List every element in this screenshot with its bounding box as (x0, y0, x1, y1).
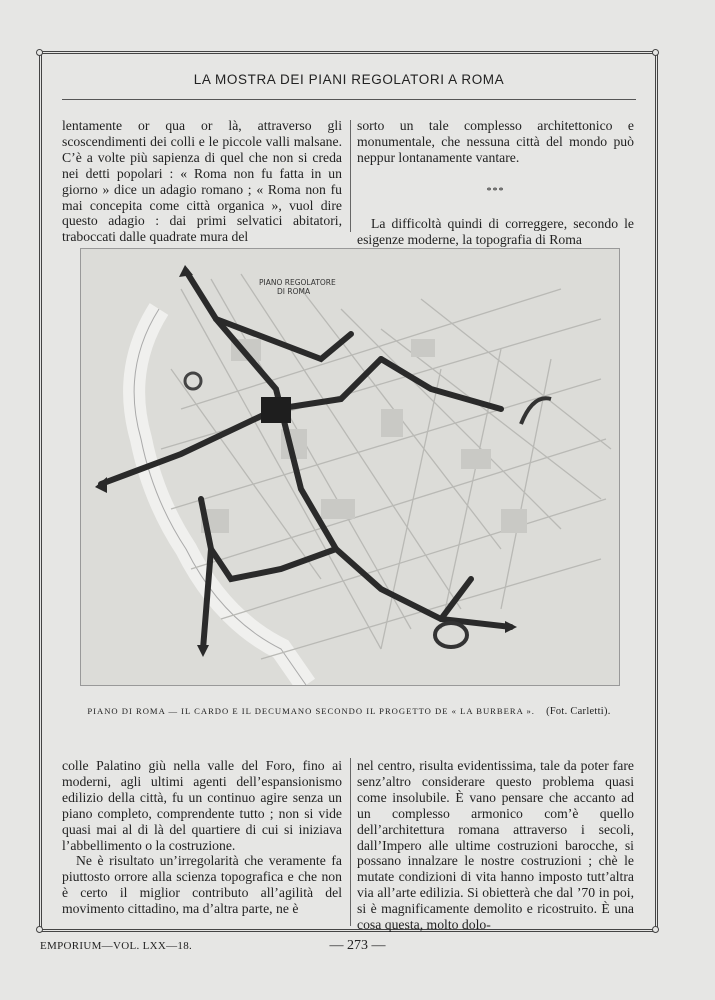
paragraph: colle Palatino giù nella valle del Foro, fino ai moderni, agli ultimi agenti dell’espansionismo edilizio della città, fu un continuo agire senza un piano completo, comprendente tutto ; non si vide quasi mai al di là del quartiere di cui si iniziava l’abbellimento o la costruzione. (62, 758, 342, 853)
bottom-right-column (357, 758, 634, 933)
header-rule (62, 99, 636, 100)
frame-corner-ornament (652, 49, 659, 56)
piazza-circle (185, 373, 201, 389)
frame-corner-ornament (36, 926, 43, 933)
frame-top-rule (42, 51, 656, 54)
map-title-line: DI ROMA (277, 287, 311, 296)
top-right-column (357, 118, 634, 247)
photo-credit: (Fot. Carletti). (546, 706, 611, 717)
journal-reference: EMPORIUM—VOL. LXX—18. (40, 940, 193, 952)
paragraph: lentamente or qua or là, attraverso gli scoscendimenti dei colli e le piccole valli malsane. C’è a volte più sapienza di quel che non si creda nei detti popolari : « Roma non fu fatta in un giorno » dice un adagio romano ; « Roma non fu mai concepita come città organica », vuol dire questo adagio : dai primi selvatici abitatori, traboccati dalle quadrate mura del (62, 118, 342, 245)
paragraph: nel centro, risulta evidentissima, tale da poter fare senz’altro considerare questo problema quasi come insolubile. È vano pensare che accanto ad un complesso armonico com’è quello dell’architettura romana attraverso i secoli, dall’Impero alle ultime costruzioni barocche, si possano innalzare le nostre costruzioni ; chè le mutate condizioni di vita hanno imposto tutt’altra via all’arte edilizia. Si obietterà che dal ’70 in poi, si è magnificamente demolito e ricostruito. È una cosa questa, molto dolo- (357, 758, 634, 933)
frame-corner-ornament (652, 926, 659, 933)
page-number: — 273 — (329, 938, 386, 953)
rome-plan-map (81, 249, 619, 685)
paragraph: sorto un tale complesso architettonico e monumentale, che nessuna città del mondo può neppur lontanamente vantare. (357, 118, 634, 165)
map-figure (80, 248, 620, 686)
running-title: LA MOSTRA DEI PIANI REGOLATORI A ROMA (193, 72, 505, 87)
building-blocks (201, 339, 527, 533)
map-title-line: PIANO REGOLATORE (259, 278, 336, 287)
paragraph: La difficoltà quindi di correggere, secondo le esigenze moderne, la topografia di Roma (357, 215, 634, 247)
frame-left-rule (39, 54, 42, 931)
frame-corner-ornament (36, 49, 43, 56)
paragraph: Ne è risultato un’irregolarità che veramente fa piuttosto orrore alla scienza topografica e che non è certo il miglior contributo all’agilità del movimento cittadino, ma d’altra parte, ne è (62, 853, 342, 917)
central-square (261, 397, 291, 423)
tiber-river (134, 309, 306, 685)
column-divider (350, 120, 351, 232)
colosseum (435, 623, 467, 647)
figure-caption (62, 706, 636, 717)
section-separator: *** (486, 185, 505, 197)
top-left-column (62, 118, 342, 245)
caption-text: PIANO DI ROMA — IL CARDO E IL DECUMANO SECONDO IL PROGETTO DE « LA BURBERA ». (87, 706, 535, 716)
column-divider (350, 758, 351, 926)
bottom-left-column (62, 758, 342, 917)
frame-right-rule (655, 54, 658, 931)
